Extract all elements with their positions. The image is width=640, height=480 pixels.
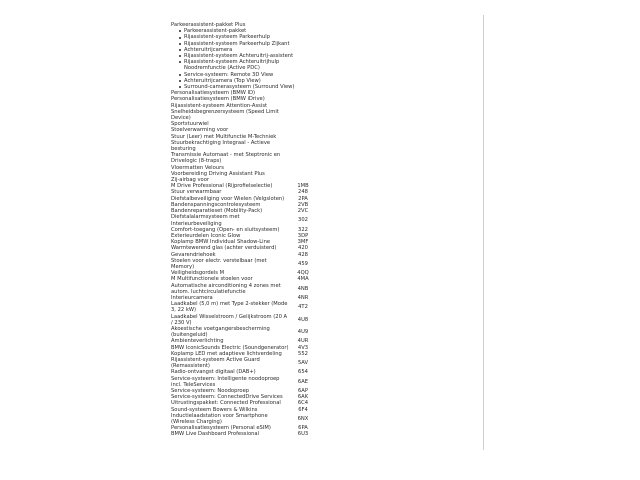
option-description: Koplamp LED met adaptieve lichtverdeling (171, 350, 282, 357)
list-item: Sportstuurwiel (171, 121, 209, 128)
table-row (171, 258, 317, 270)
list-item: Rijassistent-systeem Achteruitrijhulp Noodremfunctie (Active PDC) (179, 59, 321, 71)
option-description: Koplamp BMW Individual Shadow-Line (171, 239, 271, 246)
option-code: 4UR (297, 338, 309, 345)
option-code: 4V3 (297, 344, 309, 351)
list-item: Rijassistent-systeem Achteruitrij-assistent (179, 53, 321, 59)
option-description: Ambienteverlichting (171, 338, 224, 345)
option-description: Service-systeem: Noodoproep (171, 387, 250, 394)
option-code: 6U3 (297, 431, 309, 438)
list-item: Zij-airbag voor (171, 177, 210, 184)
option-description: Gevarendriehoek (171, 251, 216, 258)
option-code: 2PA (298, 195, 308, 202)
option-description: Service-systeem: ConnectedDrive Services (171, 394, 283, 401)
option-description: Exterieurdelen Iconic Glow (171, 232, 241, 239)
option-description: Radio-ontvangst digitaal (DAB+) (171, 369, 256, 376)
list-item: Surround-camerasysteem (Surround View) (179, 84, 321, 90)
option-description: Akoestische voetgangersbescherming (buitengeluid) (171, 325, 270, 339)
package-items-list (171, 28, 321, 90)
table-row (171, 214, 317, 226)
option-code: 1MB (297, 183, 309, 190)
package-title: Parkeerassistent-pakket Plus (171, 22, 246, 28)
option-code: 5AV (297, 360, 309, 367)
list-item: Personalisatiesysteem (BMW ID) (171, 90, 256, 97)
equipment-column (171, 22, 321, 438)
option-description: Laadkabel Wisselstroom / Gelijkstroom (20 A / 230 V) (171, 313, 288, 326)
option-code: 6AK (297, 394, 309, 401)
option-description: Automatische airconditioning 4 zones met autom. luchtcirculatiefunctie (171, 282, 281, 295)
option-code: 6PA (298, 425, 308, 432)
option-code: 6C4 (297, 400, 309, 407)
table-row (171, 376, 317, 388)
option-description: Inductielaadstation voor Smartphone (Wireless Charging) (171, 412, 268, 425)
table-row (171, 413, 317, 425)
option-description: Diefstalbeveiliging voor Wielen (Velgsloten) (171, 195, 285, 202)
option-code: 3MF (297, 239, 309, 246)
option-description: Interieurcamera (171, 294, 213, 301)
page-divider-line (483, 15, 484, 450)
option-description: Diefstalalarmsysteem met Interieurbeveiliging (171, 214, 240, 227)
list-item: Rijassistent-systeem Attention-Assist (171, 102, 268, 109)
option-code: 4NB (297, 285, 309, 292)
option-description: Stoelen voor electr. verstelbaar (met Memory) (171, 257, 267, 270)
table-row (171, 314, 317, 326)
table-row (171, 301, 317, 313)
option-code: 4T2 (298, 304, 308, 311)
list-item: Stuurbekrachtiging Integraal - Actieve besturing (171, 139, 271, 153)
table-row (171, 357, 317, 369)
option-code: 420 (298, 245, 308, 252)
option-code: 322 (298, 226, 308, 233)
option-code: 248 (298, 189, 308, 196)
option-code: 4U8 (297, 316, 309, 323)
option-code: 6AP (298, 387, 308, 394)
option-code: 6NX (297, 415, 309, 422)
option-code: 2VC (297, 208, 309, 215)
options-table (171, 183, 317, 437)
option-description: Warmtewerend glas (achter verduisterd) (171, 245, 277, 252)
option-code: 302 (298, 217, 308, 224)
option-description: M Multifunctionele stoelen voor (171, 276, 253, 283)
option-description: Laadkabel (5,0 m) met Type 2-stekker (Mode 3, 22 kW) (171, 301, 288, 314)
option-code: 3DP (297, 232, 309, 239)
option-description: Sound-systeem Bowers & Wilkins (171, 406, 258, 413)
list-item: Rijassistent-systeem Parkeerhulp Zijkant (179, 41, 321, 47)
option-code: 4U9 (297, 329, 309, 336)
list-item: Voorbereiding Driving Assistant Plus (171, 170, 265, 177)
option-code: 654 (298, 369, 308, 376)
option-code: 4MA (297, 276, 309, 283)
list-item: Achteruitrijcamera (Top View) (179, 78, 321, 84)
list-item: Vloermatten Velours (171, 164, 224, 171)
option-code: 428 (298, 251, 308, 258)
option-code: 6AE (297, 378, 309, 385)
list-item: Rijassistent-systeem Parkeerhulp (179, 34, 321, 40)
option-description: Bandenreparatieset (Mobility-Pack) (171, 208, 263, 215)
option-description: Stuur verwarmbaar (171, 189, 222, 196)
list-item: Stoelverwarming voor (171, 127, 229, 134)
option-description: Service-systeem: Intelligente noodoproep incl. TeleServices (171, 375, 280, 388)
option-description: Bandenspanningscontrolesysteem (171, 201, 261, 208)
list-item: Service-systeem: Remote 3D View (179, 72, 321, 78)
plain-items-list (171, 90, 321, 183)
option-description: Uitrustingspakket: Connected Professional (171, 400, 281, 407)
list-item: Transmissie Automaat - met Steptronic en Drivelogic (8-traps) (171, 152, 281, 165)
option-description: Rijassistent-systeem Active Guard (Remassistent) (171, 356, 260, 370)
list-item: Stuur (Leer) met Multifunctie M-Techniek (171, 133, 277, 140)
option-description: Comfort-toegang (Open- en sluitsysteem) (171, 226, 280, 233)
option-code: 4QQ (297, 270, 309, 277)
option-code: 459 (298, 260, 308, 267)
option-description: Personalisatiesysteem (Personal eSIM) (171, 425, 271, 432)
option-description: Veiligheidsgordels M (171, 270, 225, 277)
table-row (171, 326, 317, 338)
option-code: 6F4 (298, 406, 308, 413)
option-description: M Drive Professional (Rijprofielselectie) (171, 183, 273, 190)
list-item: Personalisatiesysteem (BMW iDrive) (171, 96, 265, 103)
option-description: BMW IconicSounds Electric (Soundgenerator) (171, 344, 289, 351)
list-item: Parkeerassistent-pakket (179, 28, 321, 34)
option-description: BMW Live Dashboard Professional (171, 431, 260, 438)
option-code: 2VB (297, 201, 309, 208)
table-row (171, 431, 317, 437)
list-item: Achteruitrijcamera (179, 47, 321, 53)
table-row (171, 283, 317, 295)
option-code: 4NR (297, 294, 309, 301)
option-code: 552 (298, 350, 308, 357)
list-item: Snelheidsbegrenzersysteem (Speed Limit Device) (171, 108, 279, 122)
